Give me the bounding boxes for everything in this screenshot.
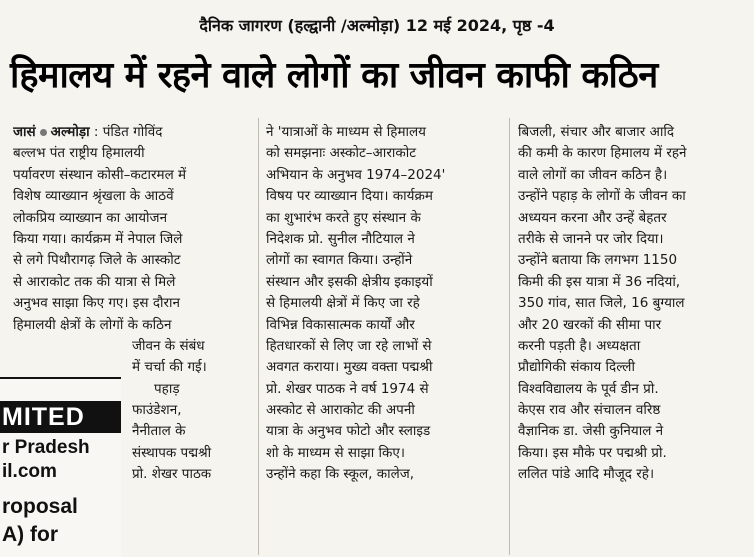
article-line: से हिमालयी क्षेत्रों में किए जा रहे: [266, 295, 420, 312]
article-column-2: [266, 122, 499, 486]
article-line: यात्रा के अनुभव फोटो और स्लाइड: [266, 423, 431, 440]
article-line: केएस राव और संचालन वरिष्ठ: [518, 402, 661, 419]
article-line: किया। इस मौके पर पद्मश्री प्रो.: [518, 444, 667, 461]
ad-text: roposal: [2, 495, 78, 518]
article-line: वाले लोगों का जीवन कठिन है।: [518, 166, 668, 183]
column-rule: [258, 118, 259, 555]
ad-banner: MITED: [0, 401, 121, 433]
article-line: नैनीताल के: [132, 423, 186, 440]
article-line: फाउंडेशन,: [132, 402, 182, 419]
article-line: का शुभारंभ करते हुए संस्थान के: [266, 209, 421, 226]
dateline-agency: जासं: [13, 124, 36, 140]
article-line: वैज्ञानिक डा. जेसी कुनियाल ने: [518, 423, 664, 440]
ad-text: il.com: [2, 461, 57, 482]
article-line: उन्होंने पहाड़ के लोगों के जीवन का: [518, 188, 686, 205]
article-line: प्रो. शेखर पाठक ने वर्ष 1974 से: [266, 380, 429, 397]
article-line: लोगों का स्वागत किया। उन्होंने: [266, 252, 413, 269]
article-line: हिमालयी क्षेत्रों के लोगों के कठिन: [13, 316, 172, 333]
article-line: ने 'यात्राओं के माध्यम से हिमालय: [266, 124, 426, 140]
article-line: हितधारकों से लिए जा रहे लाभों से: [266, 337, 432, 354]
article-line: अभियान के अनुभव 1974–2024': [266, 166, 446, 183]
article-line: ललित पांडे आदि मौजूद रहे।: [518, 466, 655, 483]
ad-text: r Pradesh: [2, 437, 90, 458]
article-line: अस्कोट से आराकोट की अपनी: [266, 402, 415, 419]
article-line: में चर्चा की गई।: [132, 359, 207, 376]
article-line: से लगे पिथौरागढ़ जिले के आस्कोट: [13, 252, 181, 269]
advertisement: [0, 377, 121, 557]
article-line: अवगत कराया। मुख्य वक्ता पद्मश्री: [266, 359, 433, 376]
article-line: बिजली, संचार और बाजार आदि: [518, 124, 675, 140]
article-line: 350 गांव, सात जिले, 16 बुग्याल: [518, 295, 685, 312]
dateline-place: अल्मोड़ा: [50, 124, 90, 140]
article-line: विश्वविद्यालय के पूर्व डीन प्रो.: [518, 380, 659, 397]
article-line: से आराकोट तक की यात्रा से मिले: [13, 273, 176, 290]
article-line: विशेष व्याख्यान श्रृंखला के आठवें: [13, 188, 174, 205]
article-line: किया गया। कार्यक्रम में नेपाल जिले: [13, 230, 183, 247]
article-line: किमी की इस यात्रा में 36 नदियां,: [518, 273, 681, 290]
article-line: को समझनाः अस्कोट–आराकोट: [266, 145, 417, 162]
article-column-3: [518, 122, 747, 486]
column-rule: [509, 118, 510, 555]
article-line: और 20 खरकों की सीमा पार: [518, 316, 662, 333]
article-line: शो के माध्यम से साझा किए।: [266, 444, 405, 461]
article-line: पर्यावरण संस्थान कोसी–कटारमल में: [13, 166, 187, 183]
article-line: संस्थान और इसकी क्षेत्रीय इकाइयों: [266, 273, 433, 290]
article-line: प्रो. शेखर पाठक: [132, 466, 212, 483]
article-line: निदेशक प्रो. सुनील नौटियाल ने: [266, 230, 415, 247]
article-line: लोकप्रिय व्याख्यान का आयोजन: [13, 209, 168, 226]
bullet-icon: [40, 129, 47, 136]
article-line: पहाड़: [154, 380, 180, 397]
headline: हिमालय में रहने वाले लोगों का जीवन काफी कठिन: [10, 55, 658, 96]
ad-text: A) for: [2, 523, 58, 546]
article-line: बल्लभ पंत राष्ट्रीय हिमालयी: [13, 145, 145, 162]
article-line: संस्थापक पद्मश्री: [132, 444, 212, 461]
article-line: अनुभव साझा किए गए। इस दौरान: [13, 295, 181, 312]
article-line: जीवन के संबंध: [132, 337, 205, 354]
article-line: विषय पर व्याख्यान दिया। कार्यक्रम: [266, 188, 433, 205]
article-line: उन्होंने कहा कि स्कूल, कालेज,: [266, 466, 415, 483]
article-line: तरीके से जानने पर जोर दिया।: [518, 230, 664, 247]
article-line: करनी पड़ती है। अध्यक्षता: [518, 337, 641, 354]
article-line: उन्होंने बताया कि लगभग 1150: [518, 252, 678, 269]
article-line: की कमी के कारण हिमालय में रहने: [518, 145, 687, 162]
article-line: प्रौद्योगिकी संकाय दिल्ली: [518, 359, 635, 376]
page-caption: दैनिक जागरण (हल्द्वानी /अल्मोड़ा) 12 मई 2024, पृष्ठ -4: [199, 16, 555, 35]
article-text: : पंडित गोविंद: [93, 124, 163, 140]
article-line: अध्ययन करना और उन्हें बेहतर: [518, 209, 667, 226]
article-line: विभिन्न विकासात्मक कार्यों और: [266, 316, 415, 333]
article-line: [13, 122, 250, 143]
